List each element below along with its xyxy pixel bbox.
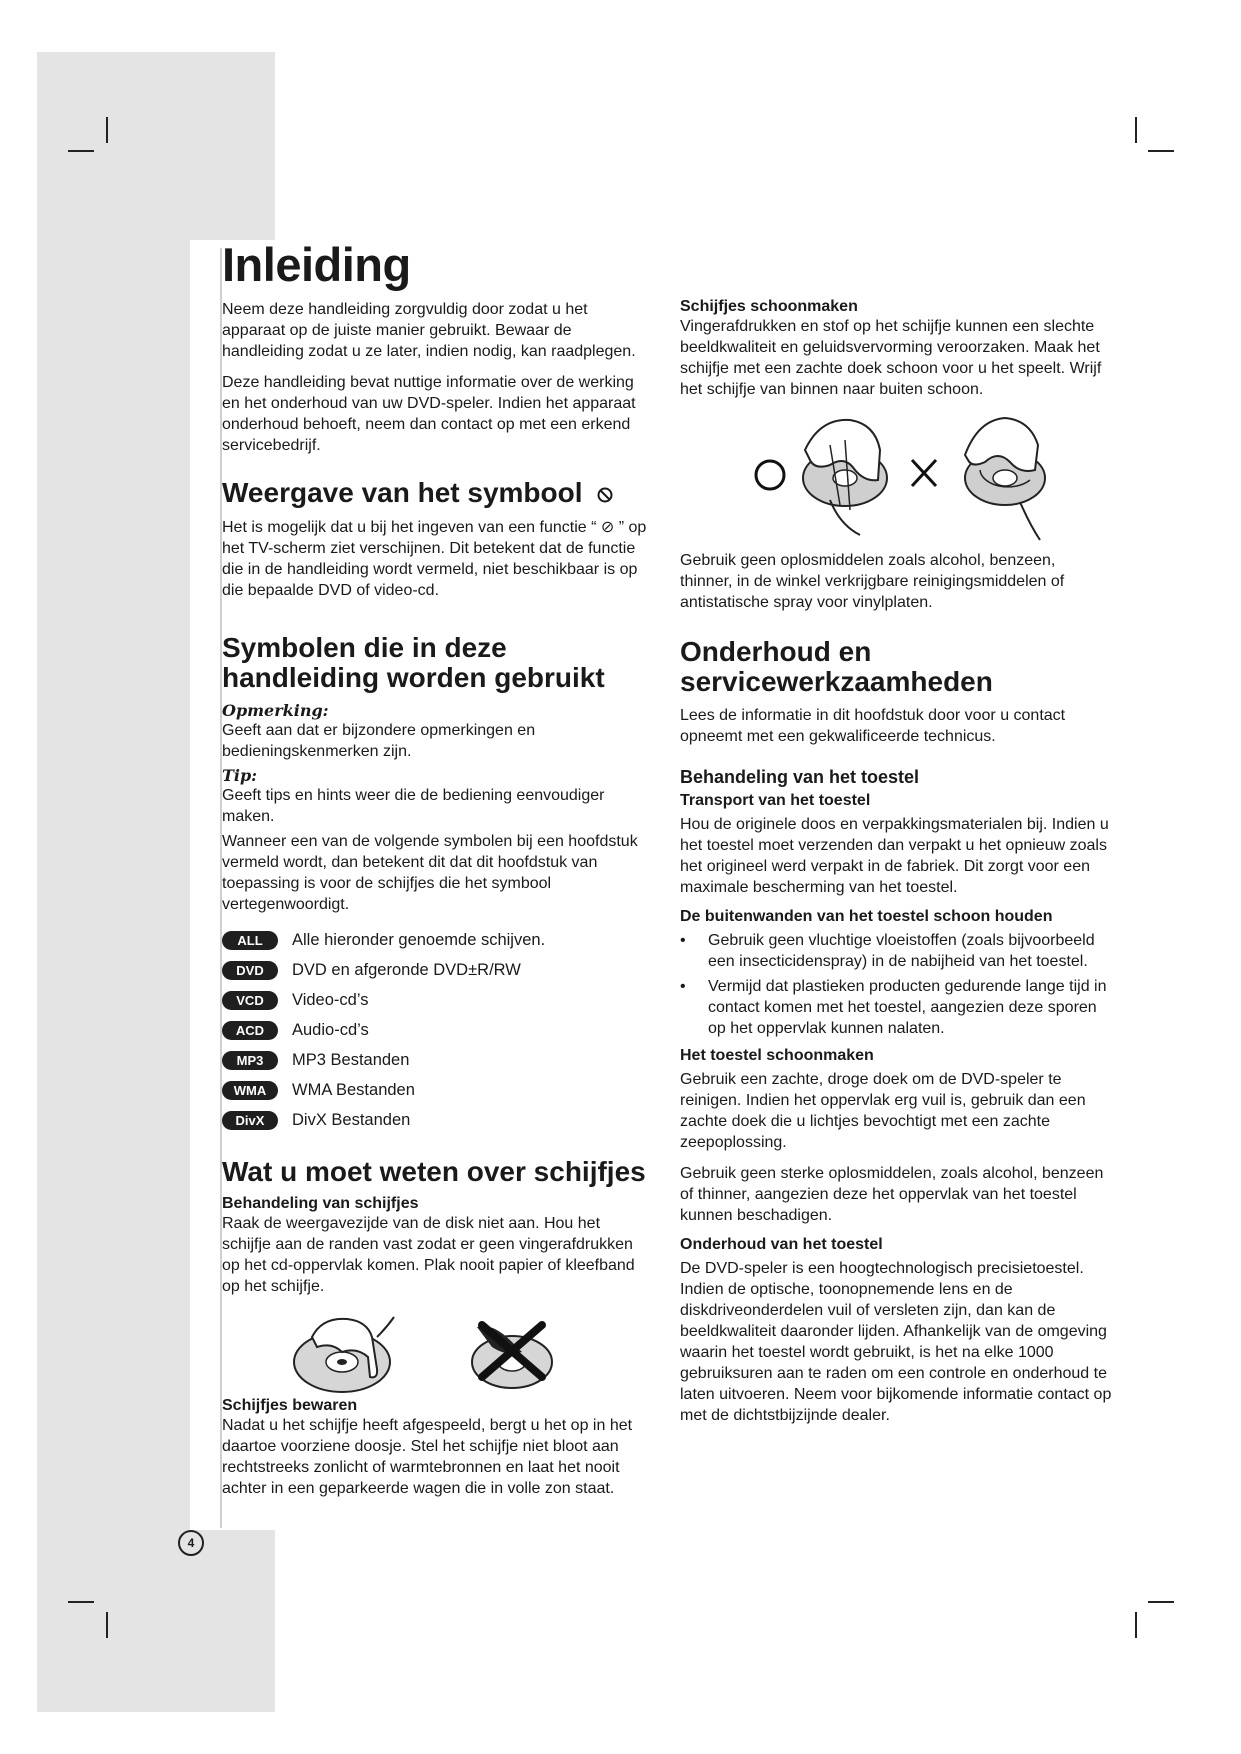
intro-paragraph: Deze handleiding bevat nuttige informatie over de werking en het onderhoud van uw DVD-speler. Indien het apparaat onderhoud behoeft, neem dan contact op met een erkend servicebedrijf. [222, 374, 636, 455]
disc-badge: DivX [222, 1111, 278, 1130]
crop-mark [68, 1601, 94, 1603]
cleaning-heading: Schijfjes schoonmaken [680, 298, 858, 315]
discs-heading: Wat u moet weten over schijfjes [222, 1156, 646, 1188]
storing-text: Nadat u het schijfje heeft afgespeeld, bergt u het op in het daartoe voorziene doosje. Stel het schijfje niet bloot aan rechtstreeks zonlicht of warmtebronnen en laat het nooit achter in een geparkeerde wagen die in volle zon staat. [222, 1417, 633, 1498]
list-item [222, 1045, 652, 1075]
crop-mark [106, 117, 108, 143]
service-heading: Onderhoud van het toestel [680, 1236, 883, 1254]
list-item [222, 925, 652, 955]
transport-heading: Transport van het toestel [680, 792, 871, 810]
disc-description: Audio-cd’s [292, 1020, 369, 1039]
correct-handling-icon [294, 1317, 394, 1392]
disc-description: Alle hieronder genoemde schijven. [292, 930, 546, 949]
disc-description: DivX Bestanden [292, 1110, 411, 1129]
disc-description: DVD en afgeronde DVD±R/RW [292, 960, 521, 979]
outside-heading: De buitenwanden van het toestel schoon houden [680, 908, 1053, 926]
disc-badge: ACD [222, 1021, 278, 1040]
symbols-heading: Symbolen die in deze handleiding worden gebruikt [222, 631, 605, 693]
tip-label: Tip: [222, 766, 258, 786]
outside-bullet-list [680, 930, 1112, 1039]
handling-heading: Behandeling van schijfjes [222, 1195, 419, 1213]
transport-text: Hou de originele doos en verpakkingsmaterialen bij. Indien u het toestel moet verzenden dan verpakt u het opnieuw zoals het origineel werd verpakt in de fabriek. Dit zorgt voor een maximale bescherming van het toestel. [680, 816, 1109, 897]
wrong-cleaning-icon [912, 418, 1045, 540]
note-label: Opmerking: [222, 701, 329, 721]
symbol-heading: Weergave van het symbool [222, 478, 652, 508]
list-item: • Vermijd dat plastieken producten gedurende lange tijd in contact komen met het toestel, aangezien deze sporen op het oppervlak kunnen nalaten. [680, 976, 1112, 1039]
disc-badge: WMA [222, 1081, 278, 1100]
crop-mark [1148, 150, 1174, 152]
page-number: 4 [178, 1530, 204, 1556]
disc-cleaning-illustration [680, 410, 1112, 550]
unit-clean-heading: Het toestel schoonmaken [680, 1047, 874, 1065]
right-column [680, 240, 1112, 1436]
storing-heading: Schijfjes bewaren [222, 1397, 358, 1415]
unit-clean-text: Gebruik geen sterke oplosmiddelen, zoals alcohol, benzeen of thinner, aangezien deze het oppervlak van het toestel kunnen beschadigen. [680, 1165, 1104, 1225]
list-item [222, 1075, 652, 1105]
crop-mark [106, 1612, 108, 1638]
disc-description: Video-cd’s [292, 990, 369, 1009]
tip-text: Geeft tips en hints weer die de bediening eenvoudiger maken. [222, 787, 605, 826]
cleaning-text: Vingerafdrukken en stof op het schijfje kunnen een slechte beeldkwaliteit en geluidsvervorming veroorzaken. Maak het schijfje met een zachte doek schoon voor u het speelt. Wrijf het schijfje van binnen naar buiten schoon. [680, 318, 1102, 398]
disc-handling-illustration [222, 1307, 652, 1397]
list-item: • Gebruik geen vluchtige vloeistoffen (zoals bijvoorbeeld een insecticidenspray) in de nabijheid van het toestel. [680, 930, 1112, 972]
disc-description: WMA Bestanden [292, 1080, 415, 1099]
crop-mark [1148, 1601, 1174, 1603]
unit-clean-text: Gebruik een zachte, droge doek om de DVD-speler te reinigen. Indien het oppervlak erg vuil is, gebruik dan een zachte doek die u lichtjes bevochtigt met een zachte zeepoplossing. [680, 1071, 1086, 1152]
symbol-text: Het is mogelijk dat u bij het ingeven van een functie “ ⊘ ” op het TV-scherm ziet verschijnen. Dit betekent dat de functie die in de handleiding wordt vermeld, niet beschikbaar is op die bepaalde DVD of video-cd. [222, 518, 647, 599]
handling-text: Raak de weergavezijde van de disk niet aan. Hou het schijfje aan de randen vast zodat er geen vingerafdrukken op het cd-oppervlak komen. Plak nooit papier of kleefband op het schijfje. [222, 1215, 635, 1296]
list-item [222, 985, 652, 1015]
disc-badge: ALL [222, 931, 278, 950]
disc-symbol-list [222, 925, 652, 1135]
maintenance-heading: Onderhoud en servicewerkzaamheden [680, 636, 993, 698]
list-item [222, 1015, 652, 1045]
maintenance-intro: Lees de informatie in dit hoofdstuk door voor u contact opneemt met een gekwalificeerde technicus. [680, 707, 1066, 746]
prohibited-icon [596, 486, 614, 504]
page-title: Inleiding [222, 238, 411, 291]
disc-badge: VCD [222, 991, 278, 1010]
note-text: Geeft aan dat er bijzondere opmerkingen en bedieningskenmerken zijn. [222, 722, 536, 761]
disc-description: MP3 Bestanden [292, 1050, 410, 1069]
intro-paragraph: Neem deze handleiding zorgvuldig door zodat u het apparaat op de juiste manier gebruikt. Bewaar de handleiding zodat u ze later, indien nodig, kan raadplegen. [222, 301, 636, 361]
service-text: De DVD-speler is een hoogtechnologisch precisietoestel. Indien de optische, toonopnemende lens en de diskdriveonderdelen vuil of versleten zijn, dan kan de beeldkwaliteit daaronder lijden. Afhankelijk van de omgeving waarin het toestel wordt gebruikt, is het na elke 1000 gebruiksuren aan te raden om een controle en onderhoud te laten uitvoeren. Neem voor bijkomende informatie contact op met de dichtstbijzijnde dealer. [680, 1260, 1112, 1425]
crop-mark [1135, 117, 1137, 143]
solvents-text: Gebruik geen oplosmiddelen zoals alcohol, benzeen, thinner, in de winkel verkrijgbare reinigingsmiddelen of antistatische spray voor vinylplaten. [680, 552, 1065, 611]
symbols-intro: Wanneer een van de volgende symbolen bij een hoofdstuk vermeld wordt, dan betekent dit dat dit hoofdstuk van toepassing is voor de schijfjes die het symbool vertegenwoordigt. [222, 833, 638, 914]
correct-cleaning-icon [756, 420, 887, 535]
crop-mark [68, 150, 94, 152]
manual-page [190, 240, 1120, 1530]
disc-badge: DVD [222, 961, 278, 980]
list-item [222, 955, 652, 985]
list-item [222, 1105, 652, 1135]
left-column [222, 240, 652, 1509]
crop-mark [1135, 1612, 1137, 1638]
unit-heading: Behandeling van het toestel [680, 767, 920, 788]
disc-badge: MP3 [222, 1051, 278, 1070]
wrong-handling-icon [472, 1325, 552, 1388]
